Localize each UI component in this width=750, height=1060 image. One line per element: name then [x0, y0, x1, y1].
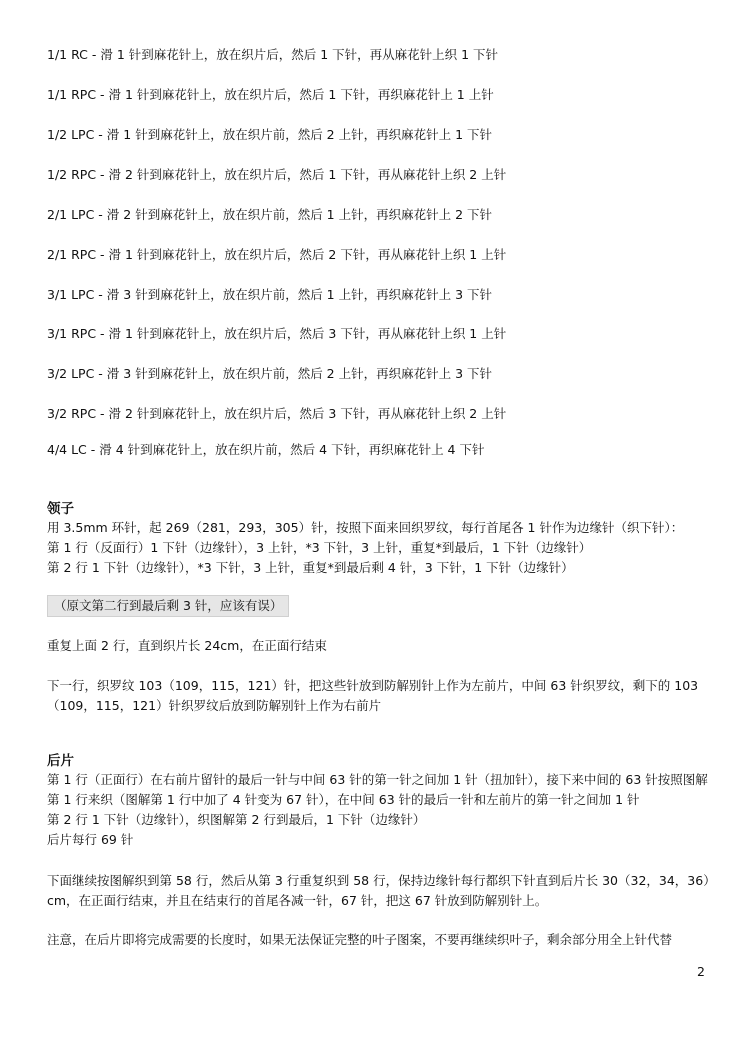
cable-code: 2/1 LPC -: [47, 207, 103, 222]
cable-code: 4/4 LC -: [47, 442, 96, 457]
cable-row: [47, 404, 506, 424]
cable-description: 滑 3 针到麻花针上，放在织片前，然后 2 上针，再织麻花针上 3 下针: [106, 366, 492, 381]
back-row-2: 第 2 行 1 下针（边缘针），织图解第 2 行到最后，1 下针（边缘针）: [47, 812, 426, 827]
cable-description: 滑 1 针到麻花针上，放在织片后，然后 2 下针，再从麻花针上织 1 上针: [108, 247, 507, 262]
cable-row: [47, 440, 484, 460]
cable-code: 1/1 RPC -: [47, 87, 105, 102]
collar-line-2: 第 1 行（反面行）1 下针（边缘针），3 上针，*3 下针，3 上针，重复*到最后，1 下针（边缘针）: [47, 540, 592, 555]
cable-row: [47, 324, 506, 344]
cable-code: 1/2 RPC -: [47, 167, 105, 182]
collar-heading: 领子: [47, 501, 74, 517]
collar-repeat: 重复上面 2 行，直到织片长 24cm，在正面行结束: [47, 638, 327, 653]
translator-note: （原文第二行到最后剩 3 针，应该有误）: [47, 595, 289, 617]
cable-code: 1/2 LPC -: [47, 127, 103, 142]
back-stitch-count: 后片每行 69 针: [47, 832, 134, 847]
cable-description: 滑 2 针到麻花针上，放在织片后，然后 3 下针，再从麻花针上织 2 上针: [108, 406, 507, 421]
cable-code: 3/1 LPC -: [47, 287, 103, 302]
cable-row: [47, 205, 492, 225]
collar-line-3: 第 2 行 1 下针（边缘针），*3 下针，3 上针，重复*到最后剩 4 针，3 下针，1 下针（边缘针）: [47, 560, 574, 575]
cable-row: [47, 165, 506, 185]
cable-description: 滑 1 针到麻花针上，放在织片后，然后 1 下针，再织麻花针上 1 上针: [108, 87, 494, 102]
cable-description: 滑 3 针到麻花针上，放在织片前，然后 1 上针，再织麻花针上 3 下针: [106, 287, 492, 302]
cable-description: 滑 1 针到麻花针上，放在织片后，然后 1 下针，再从麻花针上织 1 下针: [100, 47, 499, 62]
cable-description: 滑 4 针到麻花针上，放在织片前，然后 4 下针，再织麻花针上 4 下针: [99, 442, 485, 457]
cable-code: 3/2 RPC -: [47, 406, 105, 421]
cable-code: 1/1 RC -: [47, 47, 97, 62]
cable-row: [47, 45, 498, 65]
back-row-1: 第 1 行（正面行）在右前片留针的最后一针与中间 63 针的第一针之间加 1 针（扭加针），接下来中间的 63 针按照图解第 1 行来织（图解第 1 行中加了 4 针变为 67 针），在中间 63 针的最后一针和左前片的第一针之间加 1 针: [47, 772, 708, 807]
cable-description: 滑 1 针到麻花针上，放在织片前，然后 2 上针，再织麻花针上 1 下针: [106, 127, 492, 142]
cable-code: 3/2 LPC -: [47, 366, 103, 381]
collar-next-row: 下一行，织罗纹 103（109，115，121）针，把这些针放到防解别针上作为左前片，中间 63 针织罗纹，剩下的 103（109，115，121）针织罗纹后放到防解别针上作为右前片: [47, 678, 699, 713]
cable-description: 滑 1 针到麻花针上，放在织片后，然后 3 下针，再从麻花针上织 1 上针: [108, 326, 507, 341]
collar-line-1: 用 3.5mm 环针，起 269（281，293，305）针，按照下面来回织罗纹，每行首尾各 1 针作为边缘针（织下针）：: [47, 520, 684, 535]
cable-description: 滑 2 针到麻花针上，放在织片前，然后 1 上针，再织麻花针上 2 下针: [106, 207, 492, 222]
cable-code: 3/1 RPC -: [47, 326, 105, 341]
cable-row: [47, 364, 492, 384]
cable-row: [47, 125, 492, 145]
cable-description: 滑 2 针到麻花针上，放在织片后，然后 1 下针，再从麻花针上织 2 上针: [108, 167, 507, 182]
cable-row: [47, 285, 492, 305]
cable-code: 2/1 RPC -: [47, 247, 105, 262]
cable-row: [47, 85, 494, 105]
back-continue: 下面继续按图解织到第 58 行，然后从第 3 行重复织到 58 行，保持边缘针每行都织下针直到后片长 30（32，34，36）cm，在正面行结束，并且在结束行的首尾各减一针，67 针，把这 67 针放到防解别针上。: [47, 873, 710, 908]
page-number: 2: [697, 964, 705, 979]
back-attention: 注意，在后片即将完成需要的长度时，如果无法保证完整的叶子图案，不要再继续织叶子，剩余部分用全上针代替: [47, 932, 673, 947]
back-heading: 后片: [47, 753, 74, 769]
cable-row: [47, 245, 506, 265]
